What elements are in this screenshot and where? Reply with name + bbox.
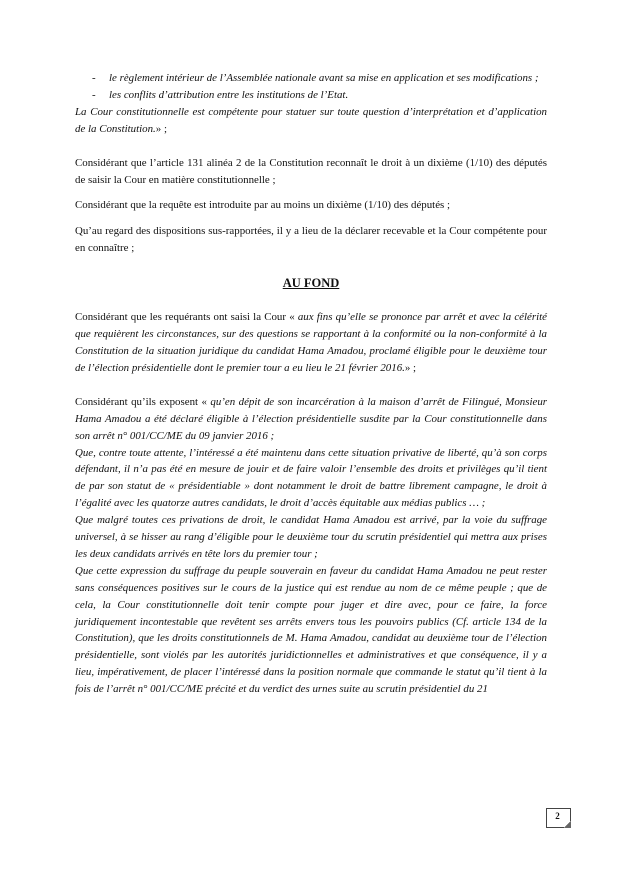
page-body — [75, 70, 547, 698]
paragraph-expression-suffrage: Que cette expression du suffrage du peuple souverain en faveur du candidat Hama Amadou ne peut rester sans conséquences positives sur le cours de la justice qui est rendue au nom de ce même peuple ; que de cela, la Cour constitutionnelle doit tenir compte pour juger et dire avec, pour ce faire, la force juridiquement incontestable que revêtent ses arrêts envers tous les pouvoirs publics (Cf. article 134 de la Constitution), que les droits constitutionnels de M. Hama Amadou, candidat au deuxième tour de l’élection présidentielle, sont violés par les autorités juridictionnelles et administratives et que conséquence, il y a lieu, impérativement, de placer l’intéressé dans la position normale que commande le statut qu’il tient à la fois de l’arrêt n° 001/CC/ME précité et du verdict des urnes suite au scrutin présidentiel du 21 — [75, 564, 547, 696]
list-item-text: le règlement intérieur de l’Assemblée nationale avant sa mise en application et ses modifications ; — [109, 72, 539, 84]
exposent-quote: qu’en dépit de son incarcération à la maison d’arrêt de Filingué, Monsieur Hama Amadou a été déclaré éligible à l’élection présidentielle susdite par la Cour constitutionnelle dans son arrêt n° 001/CC/ME du 09 janvier 2016 ; — [75, 395, 547, 442]
quote-closing-text: La Cour constitutionnelle est compétente pour statuer sur toute question d’interprétation et d’application de la Constitution. — [75, 105, 547, 135]
paragraph-recevable: Qu’au regard des dispositions sus-rapportées, il y a lieu de la déclarer recevable et la Cour compétente pour en connaître ; — [75, 225, 547, 255]
bullet-dash: - — [92, 72, 96, 84]
paragraph-contre-toute-attente: Que, contre toute attente, l’intéressé a été maintenu dans cette situation privative de liberté, qu’à son corps défendant, il n’a pas été en mesure de jouir et de faire valoir l’ensemble des droits et privilèges qu’il tient de par son statut de « présidentiable » dont notamment le droit de battre librement campagne, le droit à l’égalité avec les quatorze autres candidats, le droit d’accès équitable aux médias publics … ; — [75, 446, 547, 510]
page-number: 2 — [555, 811, 560, 821]
saisine-tail: » ; — [404, 361, 417, 374]
exposent-lead: Considérant qu’ils exposent « — [75, 395, 207, 408]
saisine-quote: aux fins qu’elle se prononce par arrêt et avec la célérité que requièrent les circonstances, sur des questions se rapportant à la conformité ou la non-conformité à la Constitution de la situation juridique du candidat Hama Amadou, proclamé éligible pour le deuxième tour de l’élection présidentielle dont le premier tour a eu lieu le 21 février 2016. — [75, 311, 547, 374]
paragraph-saisine — [75, 309, 547, 377]
quote-closing-paragraph — [75, 104, 547, 138]
page-corner-fold-icon — [564, 821, 571, 828]
page-number-box — [546, 808, 571, 828]
section-heading: AU FOND — [282, 276, 340, 291]
list-item — [92, 87, 547, 104]
list-item — [92, 70, 547, 87]
list-item-text: les conflits d’attribution entre les institutions de l’Etat. — [109, 88, 349, 101]
saisine-lead: Considérant que les requérants ont saisi la Cour « — [75, 311, 295, 324]
paragraph-article-131: Considérant que l’article 131 alinéa 2 de la Constitution reconnaît le droit à un dixième (1/10) des députés de saisir la Cour en matière constitutionnelle ; — [75, 156, 547, 186]
paragraph-malgre-privations: Que malgré toutes ces privations de droit, le candidat Hama Amadou est arrivé, par la voie du suffrage universel, à se hisser au rang d’éligible pour le deuxième tour du scrutin présidentiel qui mettra aux prises les deux candidats arrivés en tête lors du premier tour ; — [75, 514, 547, 560]
quote-closing-mark: » ; — [155, 122, 167, 135]
bullet-list — [75, 70, 547, 104]
bullet-dash: - — [92, 88, 96, 101]
paragraph-requete: Considérant que la requête est introduite par au moins un dixième (1/10) des députés ; — [75, 199, 451, 212]
paragraph-exposent — [75, 394, 547, 445]
